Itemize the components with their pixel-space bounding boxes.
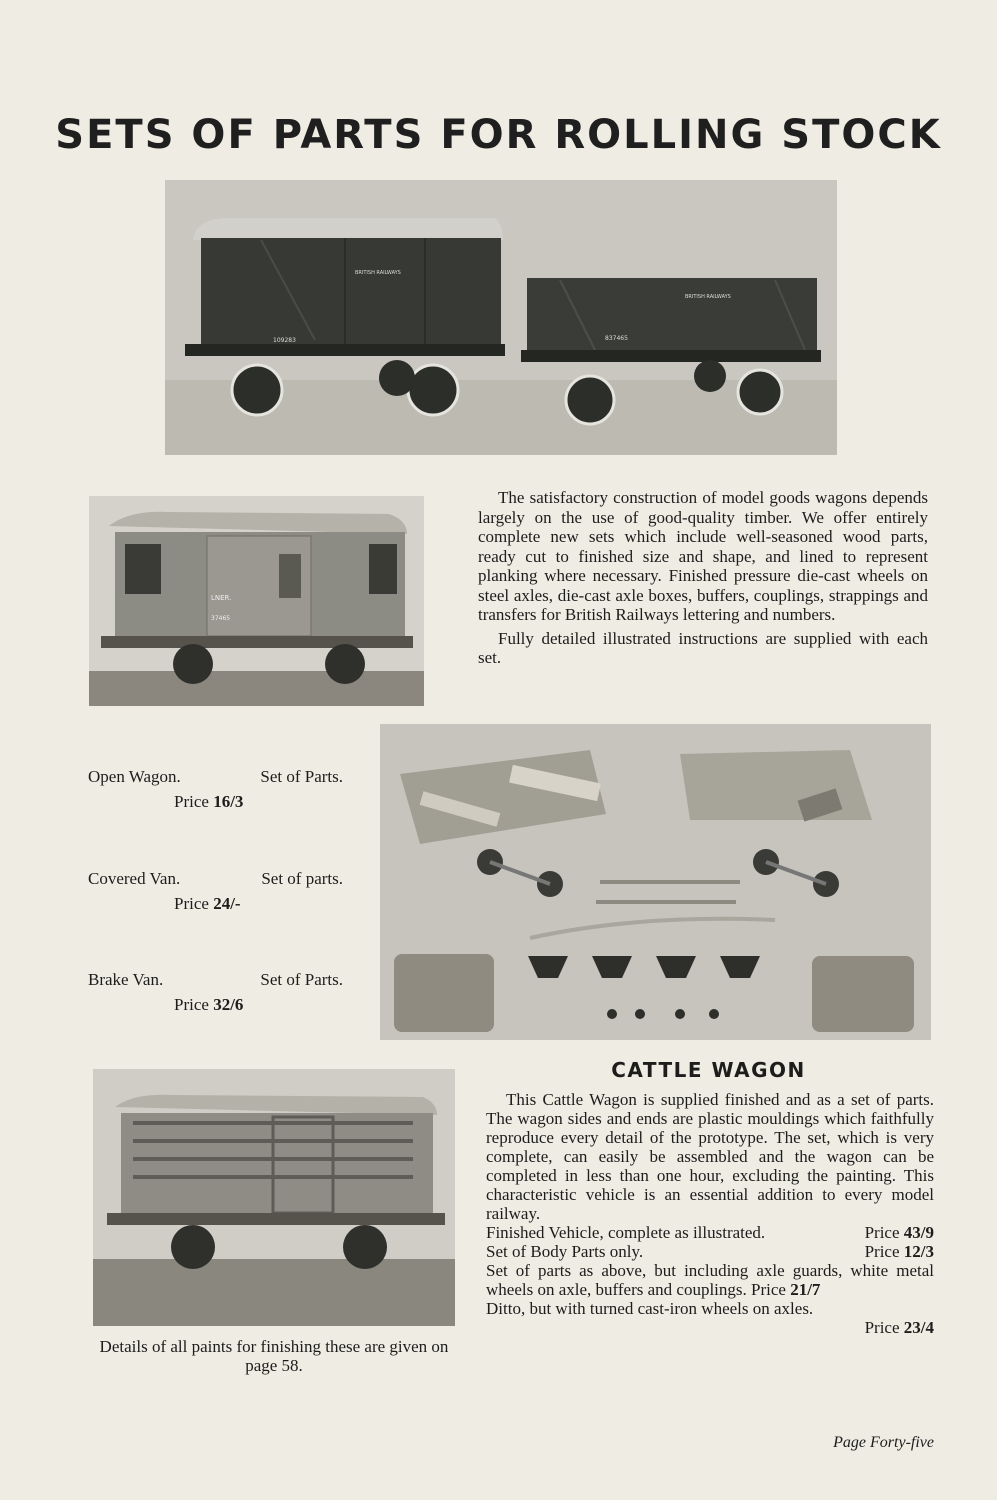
item-name: Open Wagon. (88, 767, 181, 786)
price-label: Price (864, 1318, 900, 1337)
item-name: Brake Van. (88, 970, 164, 989)
van-number: 109283 (273, 337, 296, 344)
cattle-wagon-text (486, 1090, 934, 1337)
price-open-wagon (88, 764, 343, 814)
cattle-wagon-paragraph: This Cattle Wagon is supplied finished and as a set of parts. The wagon sides and ends are plastic mouldings which faithfully reproduce every detail of the prototype. The set, which is very complete, can easily be assembled and the wagon can be completed in less than one hour, excluding the painting. This characteristic vehicle is an essential addition to every model railway. (486, 1090, 934, 1223)
price-label: Price (174, 995, 209, 1014)
price-line-body-parts (486, 1242, 934, 1261)
price-covered-van (88, 866, 343, 916)
price-value: 12/3 (903, 1242, 934, 1261)
price-value: 32/6 (213, 995, 244, 1014)
page-number: Page Forty-five (833, 1434, 934, 1451)
wagons-photo (165, 180, 837, 455)
cattle-wagon-heading: CATTLE WAGON (611, 1058, 806, 1082)
price-value: 23/4 (903, 1318, 934, 1337)
price-line-finished (486, 1223, 934, 1242)
price-label: Price (864, 1223, 900, 1242)
price-label: Price (864, 1242, 900, 1261)
cattle-wagon-photo (93, 1069, 455, 1326)
price-value: 21/7 (790, 1280, 821, 1299)
van-lettering: BRITISH RAILWAYS (355, 270, 401, 276)
price-value: 24/- (213, 894, 241, 913)
price-value: 16/3 (213, 792, 244, 811)
open-wagon-lettering: BRITISH RAILWAYS (685, 294, 731, 300)
price-line-text: Finished Vehicle, complete as illustrated. (486, 1223, 766, 1242)
price-line-ditto (486, 1299, 934, 1337)
brake-van-photo (89, 496, 424, 706)
intro-paragraph-2: Fully detailed illustrated instructions are supplied with each set. (478, 628, 928, 667)
intro-text (478, 488, 928, 672)
page-title: SETS OF PARTS FOR ROLLING STOCK (55, 112, 942, 158)
price-line-text: Set of Body Parts only. (486, 1242, 644, 1261)
price-brake-van (88, 967, 343, 1017)
brake-van-lettering: LNER. (211, 594, 232, 602)
item-desc: Set of parts. (261, 869, 343, 888)
price-label: Price (174, 894, 209, 913)
item-desc: Set of Parts. (260, 767, 343, 786)
intro-paragraph-1: The satisfactory construction of model goods wagons depends largely on the use of good-quality timber. We offer entirely complete new sets which include well-seasoned wood parts, ready cut to finished size and shape, and lined to represent planking where necessary. Finished pressure die-cast wheels on steel axles, die-cast axle boxes, buffers, couplings, strappings and transfers for British Railways lettering and numbers. (478, 488, 928, 624)
brake-van-number: 37465 (211, 615, 231, 622)
price-line-text: Ditto, but with turned cast-iron wheels on axles. (486, 1299, 814, 1318)
parts-set-photo (380, 724, 931, 1040)
paint-details-caption: Details of all paints for finishing these are given on page 58. (99, 1337, 449, 1375)
price-line-full-set (486, 1261, 934, 1299)
price-label: Price (174, 792, 209, 811)
price-line-text: Set of parts as above, but including axle guards, white metal wheels on axle, buffers and couplings. (486, 1261, 934, 1299)
item-name: Covered Van. (88, 869, 181, 888)
item-desc: Set of Parts. (260, 970, 343, 989)
price-value: 43/9 (903, 1223, 934, 1242)
price-label: Price (751, 1280, 786, 1299)
open-wagon-number: 837465 (605, 335, 628, 342)
